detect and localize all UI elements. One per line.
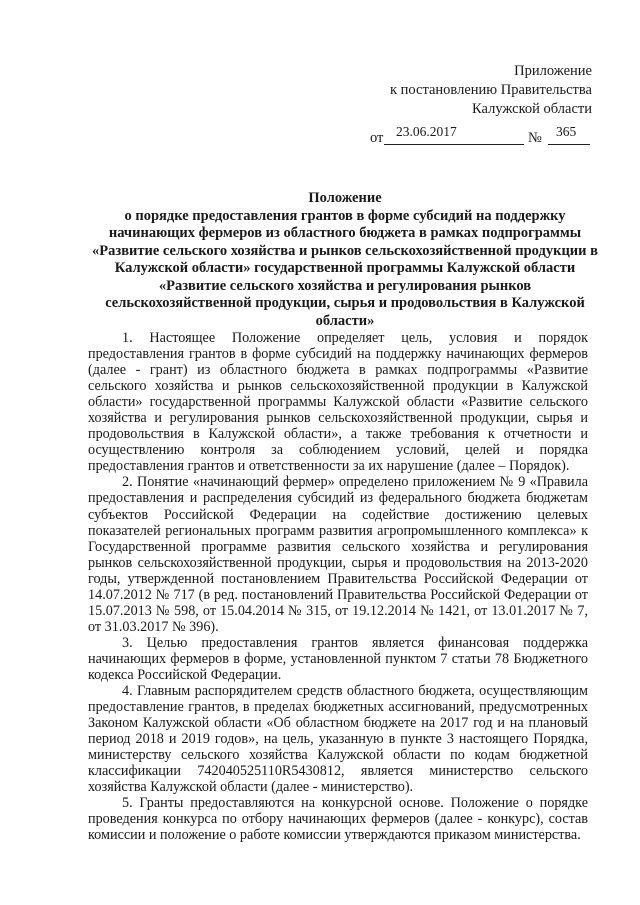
appendix-header	[390, 62, 592, 119]
appendix-line-2: к постановлению Правительства	[390, 82, 592, 98]
document-title	[90, 190, 600, 330]
number-underline	[548, 144, 590, 145]
resolution-date: 23.06.2017	[396, 124, 457, 139]
paragraph-5: 5. Гранты предоставляются на конкурсной основе. Положение о порядке проведения конкурса по отбору начинающих фермеров (далее - конкурс), состав комиссии и положение о работе комиссии утверждаются приказом министерства.	[88, 795, 588, 844]
title-heading: Положение	[308, 190, 382, 206]
date-underline	[384, 144, 524, 145]
number-label: №	[528, 130, 542, 146]
paragraph-2: 2. Понятие «начинающий фермер» определено приложением № 9 «Правила предоставления и распределения субсидий из федерального бюджета бюджетам субъектов Российской Федерации на содействие достижению целевых показателей региональных программ развития агропромышленного комплекса» к Государственной программе развития сельского хозяйства и регулирования рынков сельскохозяйственной продукции, сырья и продовольствия на 2013-2020 годы, утвержденной постановлением Правительства Российской Федерации от 14.07.2012 № 717 (в ред. постановлений Правительства Российской Федерации от 15.07.2013 № 598, от 15.04.2014 № 315, от 19.12.2014 № 1421, от 13.01.2017 № 7, от 31.03.2017 № 396).	[88, 474, 588, 635]
paragraph-1: 1. Настоящее Положение определяет цель, условия и порядок предоставления грантов в форме субсидий на поддержку начинающих фермеров (далее - грант) из областного бюджета в рамках подпрограммы «Развитие сельского хозяйства и рынков сельскохозяйственной продукции в Калужской области» государственной программы Калужской области «Развитие сельского хозяйства и регулирования рынков сельскохозяйственной продукции, сырья и продовольствия в Калужской области», а также требования к отчетности и осуществлению контроля за соблюдением условий, целей и порядка предоставления грантов и ответственности за их нарушение (далее – Порядок).	[88, 330, 588, 475]
document-body	[88, 330, 588, 844]
paragraph-4: 4. Главным распорядителем средств областного бюджета, осуществляющим предоставление грантов, в пределах бюджетных ассигнований, предусмотренных Законом Калужской области «Об областном бюджете на 2017 год и на плановый период 2018 и 2019 годов», на цель, указанную в пункте 3 настоящего Порядка, министерству сельского хозяйства Калужской области по кодам бюджетной классификации 742040525110R5430812, является министерство сельского хозяйства Калужской области (далее - министерство).	[88, 683, 588, 796]
title-subtitle: о порядке предоставления грантов в форме субсидий на поддержку начинающих фермеров из областного бюджета в рамках подпрограммы «Развитие сельского хозяйства и рынков сельскохозяйственной продукции в Калужской области» государственной программы Калужской области «Развитие сельского хозяйства и регулирования рынков сельскохозяйственной продукции, сырья и продовольствия в Калужской области»	[92, 207, 598, 329]
resolution-dateline	[370, 124, 592, 148]
appendix-line-3: Калужской области	[472, 101, 592, 117]
resolution-number: 365	[556, 124, 577, 139]
appendix-line-1: Приложение	[514, 63, 592, 79]
from-label: от	[370, 130, 384, 146]
paragraph-3: 3. Целью предоставления грантов является финансовая поддержка начинающих фермеров в форме, установленной пунктом 7 статьи 78 Бюджетного кодекса Российской Федерации.	[88, 634, 588, 683]
